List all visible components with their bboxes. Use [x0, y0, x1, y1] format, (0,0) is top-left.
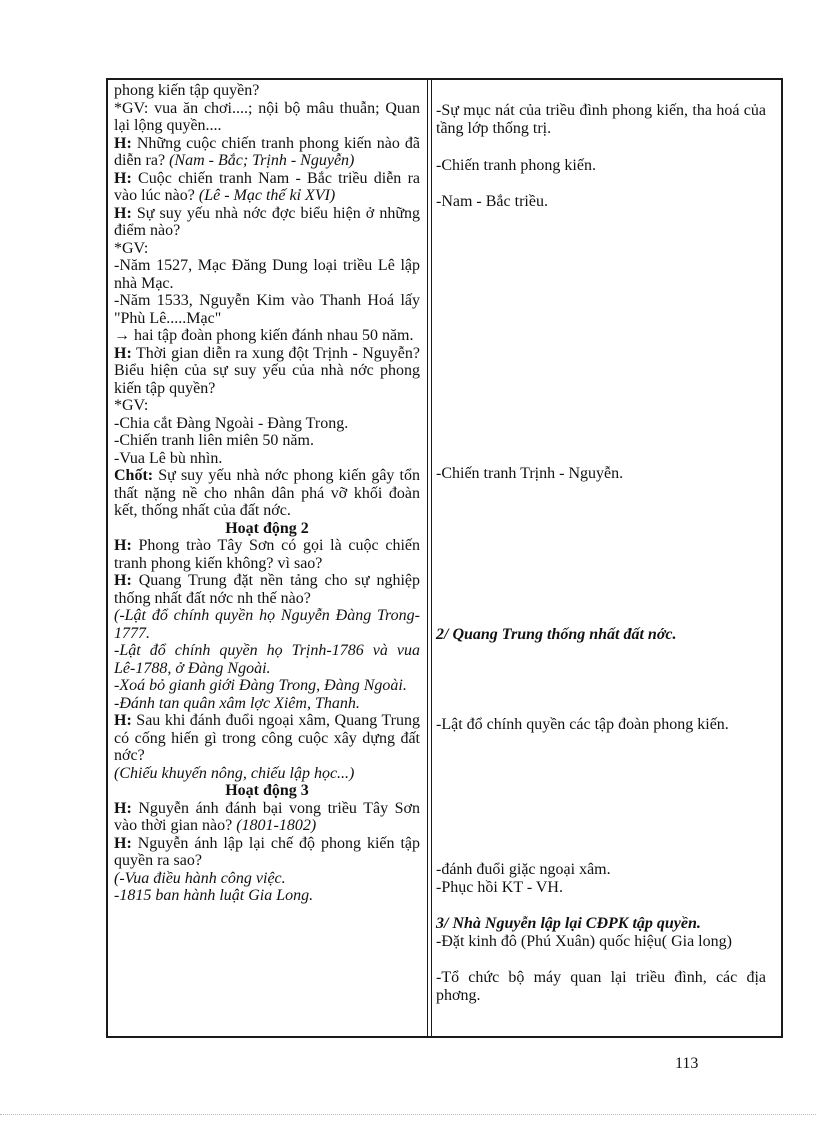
answer-note: -Xoá bỏ gianh giới Đàng Trong, Đàng Ngoài.	[114, 677, 407, 694]
lesson-table	[106, 78, 783, 1038]
question-text: Những cuộc chiến tranh phong kiến nào đã diễn ra?	[114, 134, 420, 169]
text-paragraph: -Chia cắt Đàng Ngoài - Đàng Trong.	[114, 414, 349, 432]
question-label: H:	[114, 204, 132, 222]
right-text-7: -đánh đuổi giặc ngoại xâm.	[436, 861, 611, 878]
right-text-1: -Sự mục nát của triều đình phong kiến, tha hoá của tầng lớp thống trị.	[436, 102, 766, 137]
right-text-6: -Lật đổ chính quyền các tập đoàn phong kiến.	[436, 716, 729, 733]
question-text: Nguyễn ánh đánh bại vong triều Tây Sơn vào thời gian nào?	[114, 799, 420, 834]
question-label: H:	[114, 134, 132, 152]
right-text-3: -Nam - Bắc triều.	[436, 193, 548, 210]
question-label: H:	[114, 834, 132, 852]
question-label: H:	[114, 169, 132, 187]
question-text: Phong trào Tây Sơn có gọi là cuộc chiến tranh phong kiến không? vì sao?	[114, 537, 420, 572]
right-text-10: -Đặt kinh đô (Phú Xuân) quốc hiệu( Gia long)	[436, 933, 732, 950]
right-text-11: -Tổ chức bộ máy quan lại triều đình, các địa phơng.	[436, 969, 766, 1004]
section-heading-quang-trung: 2/ Quang Trung thống nhất đất nớc.	[436, 626, 677, 643]
text-paragraph: -Năm 1527, Mạc Đăng Dung loại triều Lê lập nhà Mạc.	[114, 257, 420, 292]
question-label: Chốt:	[114, 467, 154, 484]
answer-note: -1815 ban hành luật Gia Long.	[114, 887, 314, 904]
answer-note: -Đánh tan quân xâm lợc Xiêm, Thanh.	[114, 694, 360, 712]
question-answer-hint: (Lê - Mạc thế kỉ XVI)	[198, 187, 336, 204]
question-label: H:	[114, 712, 132, 729]
text-paragraph: *GV:	[114, 239, 149, 257]
activity-heading: Hoạt động 2	[225, 519, 309, 537]
text-paragraph: *GV:	[114, 397, 149, 414]
question-text: Sự suy yếu nhà nớc đợc biểu hiện ở những điểm nào?	[114, 204, 420, 239]
question-label: H:	[114, 572, 132, 589]
right-text-8: -Phục hồi KT - VH.	[436, 879, 563, 896]
page-bottom-rule	[0, 1114, 816, 1115]
question-label: H:	[114, 799, 132, 817]
text-paragraph: -Vua Lê bù nhìn.	[114, 449, 223, 467]
answer-note: (Chiếu khuyến nông, chiếu lập học...)	[114, 764, 355, 782]
section-heading-nha-nguyen: 3/ Nhà Nguyễn lập lại CĐPK tập quyền.	[436, 915, 701, 932]
activity-heading: Hoạt động 3	[225, 782, 309, 799]
content-column	[108, 80, 781, 1036]
question-text: Quang Trung đặt nền tảng cho sự nghiệp thống nhất đất nớc nh thế nào?	[114, 572, 420, 607]
text-paragraph: *GV: vua ăn chơi....; nội bộ mâu thuẫn; Quan lại lộng quyền....	[114, 99, 420, 134]
right-text-2: -Chiến tranh phong kiến.	[436, 157, 596, 174]
right-text-4: -Chiến tranh Trịnh - Nguyễn.	[436, 465, 624, 482]
question-text: Sau khi đánh đuổi ngoại xâm, Quang Trung có cống hiến gì trong công cuộc xây dựng đất nớc?	[114, 712, 420, 764]
question-answer-hint: (Nam - Bắc; Trịnh - Nguyễn)	[169, 152, 355, 169]
question-label: H:	[114, 344, 132, 362]
text-paragraph: -Chiến tranh liên miên 50 năm.	[114, 432, 314, 449]
question-label: H:	[114, 537, 132, 554]
question-text: Nguyễn ánh lập lại chế độ phong kiến tập quyền ra sao?	[114, 834, 420, 869]
answer-note: (-Lật đổ chính quyền họ Nguyễn Đàng Trong-1777.	[114, 607, 420, 642]
question-answer-hint: (1801-1802)	[236, 817, 317, 834]
question-text: Sự suy yếu nhà nớc phong kiến gây tổn thất nặng nề cho nhân dân phá vỡ khối đoàn kết, thống nhất của đất nớc.	[114, 467, 420, 519]
text-paragraph: → hai tập đoàn phong kiến đánh nhau 50 năm.	[114, 327, 414, 344]
text-paragraph: -Năm 1533, Nguyễn Kim vào Thanh Hoá lấy "Phù Lê.....Mạc"	[114, 292, 420, 327]
answer-note: -Lật đổ chính quyền họ Trịnh-1786 và vua Lê-1788, ở Đàng Ngoài.	[114, 642, 420, 677]
question-text: Cuộc chiến tranh Nam - Bắc triều diễn ra vào lúc nào?	[114, 169, 420, 204]
text-paragraph: phong kiến tập quyền?	[114, 82, 260, 99]
answer-note: (-Vua điều hành công việc.	[114, 869, 286, 887]
question-text: Thời gian diễn ra xung đột Trịnh - Nguyễn? Biểu hiện của sự suy yếu của nhà nớc phong kiến tập quyền?	[114, 344, 420, 397]
page-number: 113	[675, 1055, 699, 1072]
